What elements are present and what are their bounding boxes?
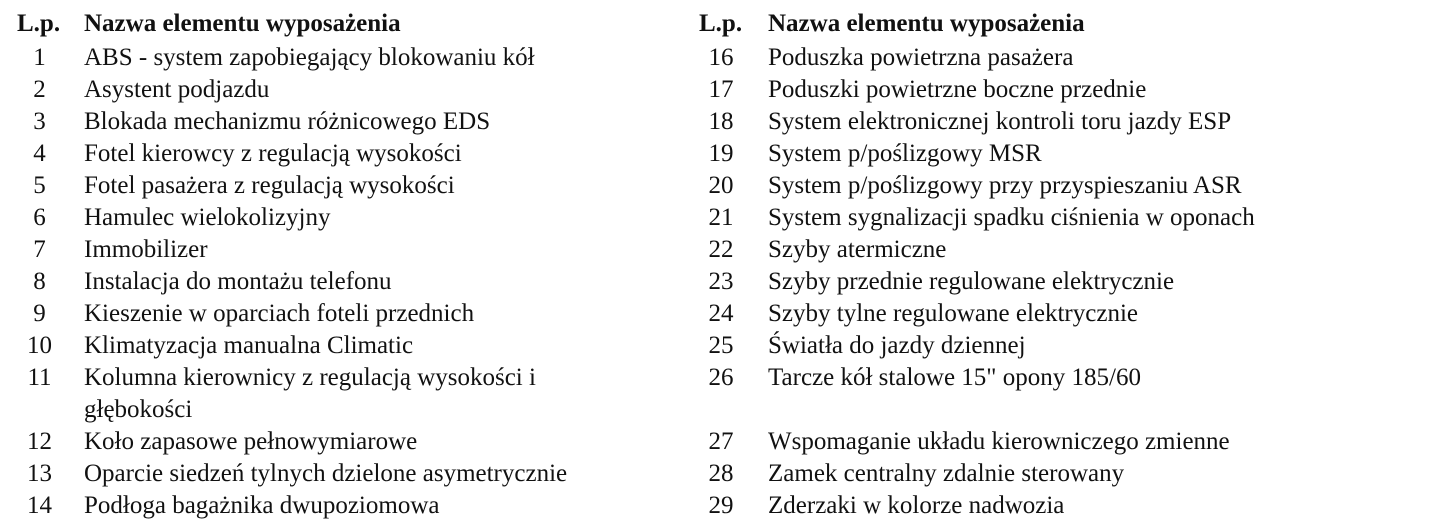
- equipment-table-right: [697, 5, 1427, 522]
- table-row: [697, 170, 1427, 202]
- row-item-name: System p/poślizgowy MSR: [768, 140, 1042, 167]
- row-number: 24: [708, 300, 734, 327]
- row-item-name: Podłoga bagażnika dwupoziomowa: [84, 492, 440, 519]
- row-number: 29: [708, 492, 734, 519]
- row-item-name: Immobilizer: [84, 236, 208, 263]
- table-row: [697, 426, 1427, 458]
- row-number: 26: [708, 364, 734, 391]
- row-number: 2: [33, 76, 46, 103]
- row-item-name: Szyby przednie regulowane elektrycznie: [768, 268, 1175, 295]
- header-lp: L.p.: [17, 9, 61, 37]
- table-row: [697, 106, 1427, 138]
- table-row: [12, 298, 692, 330]
- table-row: [12, 74, 692, 106]
- table-row: [12, 266, 692, 298]
- table-row: [697, 74, 1427, 106]
- row-number: 21: [708, 204, 734, 231]
- row-number: 7: [33, 236, 46, 263]
- row-item-name: Poduszka powietrzna pasażera: [768, 44, 1074, 71]
- row-number: 28: [708, 460, 734, 487]
- table-row: [697, 298, 1427, 330]
- row-item-name: ABS - system zapobiegający blokowaniu kół: [84, 44, 535, 71]
- row-number: 9: [33, 300, 46, 327]
- row-item-name: Koło zapasowe pełnowymiarowe: [84, 428, 418, 455]
- row-number: 23: [708, 268, 734, 295]
- row-item-name: Wspomaganie układu kierowniczego zmienne: [768, 428, 1230, 455]
- row-item-name: Asystent podjazdu: [84, 76, 270, 103]
- table-row: [12, 458, 692, 490]
- row-item-name: Światła do jazdy dziennej: [768, 332, 1026, 359]
- row-item-name: Oparcie siedzeń tylnych dzielone asymetrycznie: [84, 460, 568, 487]
- table-row: [12, 330, 692, 362]
- row-item-name: Hamulec wielokolizyjny: [84, 204, 331, 231]
- row-item-name: Instalacja do montażu telefonu: [84, 268, 392, 295]
- table-row: [12, 426, 692, 458]
- header-name: Nazwa elementu wyposażenia: [84, 9, 401, 37]
- row-number: 27: [708, 428, 734, 455]
- row-item-name: Szyby tylne regulowane elektrycznie: [768, 300, 1138, 327]
- table-row: [697, 458, 1427, 490]
- row-item-name: Szyby atermiczne: [768, 236, 947, 263]
- equipment-table-left: [12, 5, 692, 522]
- table-row: [12, 490, 692, 522]
- table-row: [697, 42, 1427, 74]
- row-item-name: Tarcze kół stalowe 15" opony 185/60: [768, 364, 1141, 391]
- row-item-name: Zamek centralny zdalnie sterowany: [768, 460, 1125, 487]
- row-number: 18: [708, 108, 734, 135]
- row-number: 5: [33, 172, 46, 199]
- table-row: [12, 202, 692, 234]
- row-number: 20: [708, 172, 734, 199]
- table-row: [12, 106, 692, 138]
- table-row: [697, 266, 1427, 298]
- table-row: [12, 170, 692, 202]
- table-row: [12, 42, 692, 74]
- row-item-name: System p/poślizgowy przy przyspieszaniu ASR: [768, 172, 1242, 199]
- table-row: [12, 362, 692, 426]
- row-item-name: System sygnalizacji spadku ciśnienia w oponach: [768, 204, 1255, 231]
- table-row: [697, 234, 1427, 266]
- row-number: 14: [27, 492, 52, 519]
- row-number: 11: [27, 364, 52, 391]
- row-number: 16: [708, 44, 734, 71]
- row-item-name: Klimatyzacja manualna Climatic: [84, 332, 414, 359]
- table-row: [697, 202, 1427, 234]
- row-number: 19: [708, 140, 734, 167]
- row-item-name: Zderzaki w kolorze nadwozia: [768, 492, 1065, 519]
- table-header: [12, 5, 692, 42]
- row-item-name: Fotel kierowcy z regulacją wysokości: [84, 140, 462, 167]
- table-row: [12, 138, 692, 170]
- row-item-name: Kieszenie w oparciach foteli przednich: [84, 300, 475, 327]
- row-item-name: Blokada mechanizmu różnicowego EDS: [84, 108, 491, 135]
- row-number: 12: [27, 428, 52, 455]
- row-number: 22: [708, 236, 734, 263]
- row-number: 4: [33, 140, 46, 167]
- table-header: [697, 5, 1427, 42]
- row-number: 25: [708, 332, 734, 359]
- row-item-name: Kolumna kierownicy z regulacją wysokości i głębokości: [84, 364, 536, 423]
- row-item-name: System elektronicznej kontroli toru jazdy ESP: [768, 108, 1232, 135]
- row-number: 6: [33, 204, 46, 231]
- row-number: 8: [33, 268, 46, 295]
- header-name: Nazwa elementu wyposażenia: [768, 9, 1085, 37]
- row-number: 17: [708, 76, 734, 103]
- row-number: 1: [33, 44, 46, 71]
- table-row: [697, 330, 1427, 362]
- row-number: 10: [27, 332, 52, 359]
- header-lp: L.p.: [699, 9, 743, 37]
- row-number: 13: [27, 460, 52, 487]
- row-item-name: Fotel pasażera z regulacją wysokości: [84, 172, 455, 199]
- table-row: [697, 490, 1427, 522]
- table-row: [697, 362, 1427, 426]
- row-item-name: Poduszki powietrzne boczne przednie: [768, 76, 1147, 103]
- table-row: [697, 138, 1427, 170]
- row-number: 3: [33, 108, 46, 135]
- table-row: [12, 234, 692, 266]
